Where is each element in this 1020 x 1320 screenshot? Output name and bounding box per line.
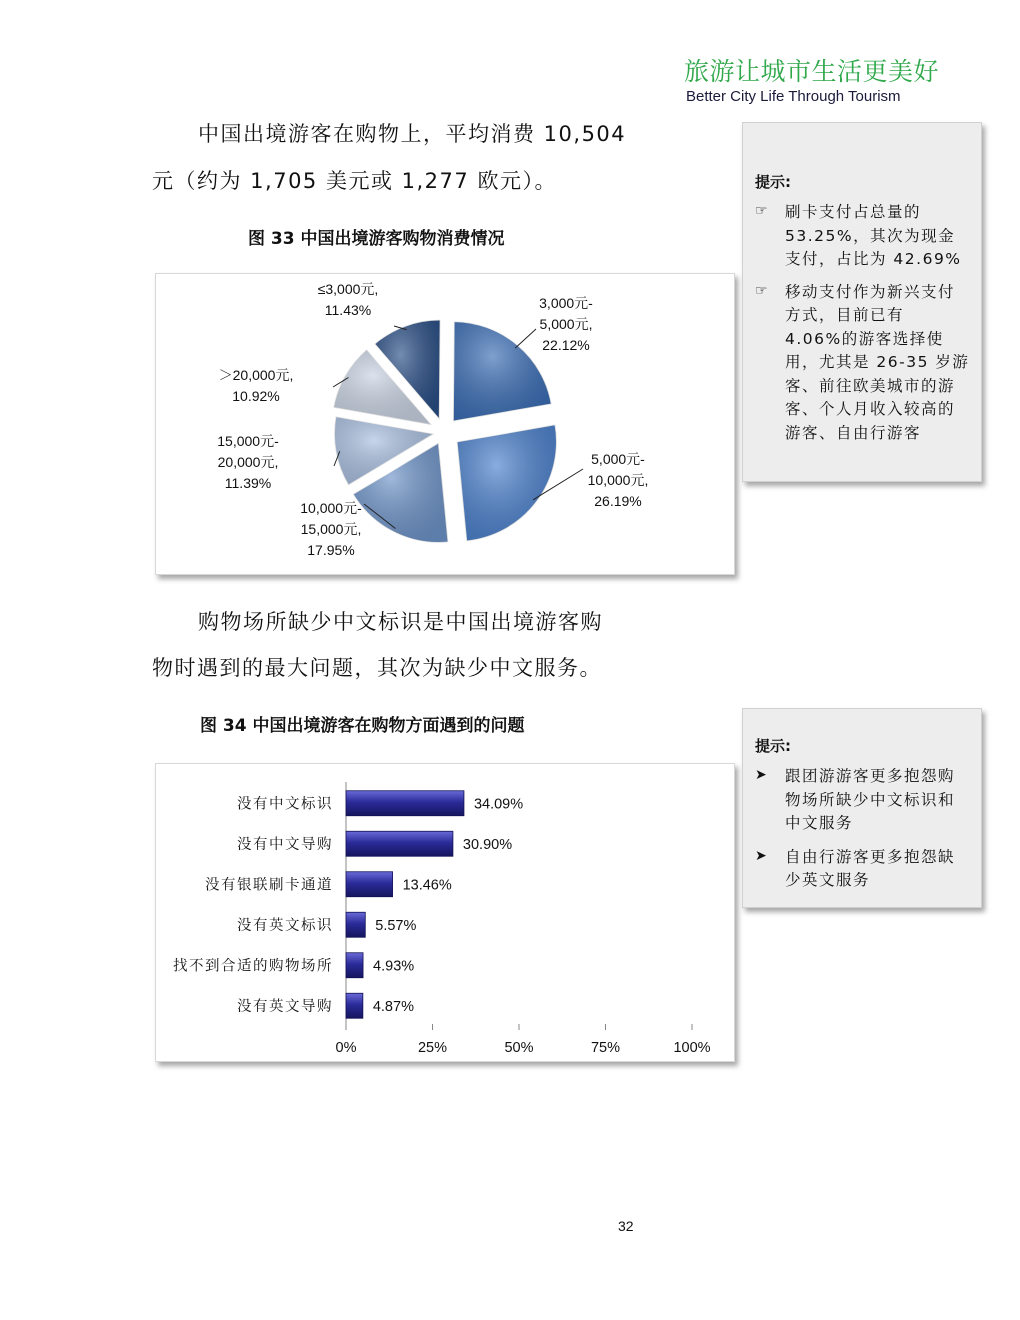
pie-slice-label-line: 20,000元, bbox=[217, 454, 279, 470]
tip-2-item-line: 自由行游客更多抱怨缺 bbox=[785, 847, 956, 866]
tip-1-item-line: 用，尤其是 26-35 岁游 bbox=[785, 353, 970, 371]
tip-2-item-line: 中文服务 bbox=[785, 814, 854, 832]
paragraph-1-line-2: 元（约为 1,705 美元或 1,277 欧元）。 bbox=[152, 169, 557, 193]
pie-slice-label bbox=[300, 500, 362, 558]
paragraph-1-line-1: 中国出境游客在购物上，平均消费 10,504 bbox=[198, 122, 627, 146]
bar-category-label: 没有中文标识 bbox=[237, 796, 333, 813]
bar bbox=[346, 791, 464, 816]
bar-x-tick-label: 100% bbox=[673, 1040, 711, 1056]
bar bbox=[346, 912, 365, 937]
tip-1-item-line: 53.25%，其次为现金 bbox=[785, 226, 956, 245]
tip-1-item-line: 客、前往欧美城市的游 bbox=[785, 376, 956, 395]
bar-value-label: 13.46% bbox=[402, 877, 452, 894]
pie-slice-label-line: 3,000元- bbox=[539, 295, 593, 311]
bar bbox=[346, 872, 393, 897]
page-number: 32 bbox=[618, 1218, 634, 1234]
tip-2-item-line: 物场所缺少中文标识和 bbox=[785, 790, 956, 809]
tip-2-item bbox=[785, 846, 975, 893]
bar-category-label: 没有英文标识 bbox=[237, 917, 333, 934]
pie-slice-label-line: 17.95% bbox=[307, 542, 355, 558]
pointing-hand-icon: ☞ bbox=[755, 203, 768, 219]
figure-33-title: 图 33 中国出境游客购物消费情况 bbox=[248, 229, 505, 249]
bar-value-label: 4.87% bbox=[372, 998, 414, 1015]
pie-slice-label-line: 26.19% bbox=[594, 493, 642, 509]
bar-category-label: 找不到合适的购物场所 bbox=[173, 958, 333, 975]
tip-2-item-line: 跟团游游客更多抱怨购 bbox=[785, 767, 956, 785]
tip-2-item-line: 少英文服务 bbox=[785, 871, 871, 889]
pie-slice-label-line: 5,000元- bbox=[591, 451, 645, 467]
tip-1-item-line: 支付，占比为 42.69% bbox=[785, 250, 962, 268]
figure-34-title: 图 34 中国出境游客在购物方面遇到的问题 bbox=[200, 716, 525, 736]
tip-1-item bbox=[785, 201, 975, 272]
tip-1-item-line: 方式，目前已有 bbox=[785, 306, 905, 324]
bar-value-label: 4.93% bbox=[373, 958, 415, 975]
pointing-hand-icon: ☞ bbox=[755, 282, 768, 299]
tip-1-item-line: 移动支付作为新兴支付 bbox=[785, 282, 956, 301]
bar-x-tick-label: 0% bbox=[335, 1040, 357, 1056]
pie-slice-label-line: 10,000元, bbox=[587, 472, 649, 488]
bar bbox=[346, 993, 363, 1018]
tip-1-item-line: 游客、自由行游客 bbox=[785, 423, 922, 442]
pie-slice-label bbox=[219, 367, 294, 404]
tip-1-title: 提示: bbox=[755, 173, 791, 191]
pie-slice-label-line: 10,000元- bbox=[300, 500, 362, 516]
bar-x-tick-label: 50% bbox=[504, 1040, 534, 1056]
tip-box-2 bbox=[742, 708, 982, 908]
tip-2-item bbox=[785, 765, 975, 836]
bar-value-label: 34.09% bbox=[473, 796, 524, 813]
tip-1-item-line: 客、个人月收入较高的 bbox=[785, 400, 956, 418]
tip-box-1 bbox=[742, 122, 982, 482]
pie-slice-label bbox=[539, 295, 593, 353]
pie-slice-label-line: 11.39% bbox=[224, 475, 272, 491]
bar-category-label: 没有银联刷卡通道 bbox=[205, 877, 333, 894]
tip-1-item-line: 4.06%的游客选择使 bbox=[785, 329, 944, 348]
pie-slice-label-line: 15,000元, bbox=[300, 521, 362, 537]
pie-chart bbox=[156, 274, 734, 574]
arrowhead-icon: ➤ bbox=[755, 767, 767, 783]
arrowhead-icon: ➤ bbox=[755, 847, 767, 864]
pie-slice-label-line: 10.92% bbox=[232, 388, 280, 404]
bar-x-tick-label: 25% bbox=[417, 1040, 448, 1056]
tip-1-item bbox=[785, 281, 975, 446]
bar-x-tick-label: 75% bbox=[590, 1040, 621, 1056]
pie-slice-label bbox=[588, 451, 649, 509]
pie-leader-line bbox=[515, 329, 536, 348]
pie-slice-label bbox=[217, 433, 279, 491]
pie-slice-label-line: 11.43% bbox=[324, 302, 372, 318]
bar-value-label: 5.57% bbox=[375, 917, 417, 934]
pie-slice-label-line: ≤3,000元, bbox=[317, 281, 379, 297]
bar bbox=[346, 831, 453, 856]
pie-slice-label bbox=[318, 281, 379, 318]
bar-chart-panel bbox=[155, 763, 735, 1062]
pie-slice-label-line: ＞20,000元, bbox=[218, 367, 294, 383]
paragraph-2-line-2: 物时遇到的最大问题，其次为缺少中文服务。 bbox=[152, 656, 602, 680]
bar-category-label: 没有中文导购 bbox=[237, 836, 333, 853]
bar-value-label: 30.90% bbox=[462, 836, 513, 853]
brand-slogan-cn: 旅游让城市生活更美好 bbox=[684, 57, 940, 86]
pie-slice-label-line: 15,000元- bbox=[217, 433, 279, 449]
tip-2-title: 提示: bbox=[755, 737, 791, 755]
brand-slogan-en: Better City Life Through Tourism bbox=[686, 88, 901, 105]
tip-1-item-line: 刷卡支付占总量的 bbox=[785, 203, 922, 221]
pie-slice-label-line: 5,000元, bbox=[539, 316, 593, 332]
pie-chart-panel bbox=[155, 273, 735, 575]
bar-chart bbox=[156, 764, 734, 1061]
pie-slice-shade bbox=[453, 321, 552, 421]
paragraph-2-line-1: 购物场所缺少中文标识是中国出境游客购 bbox=[198, 610, 603, 634]
bar bbox=[346, 953, 363, 978]
pie-slice-label-line: 22.12% bbox=[542, 337, 590, 353]
bar-category-label: 没有英文导购 bbox=[237, 998, 333, 1015]
pie-slice-shade bbox=[457, 425, 557, 542]
